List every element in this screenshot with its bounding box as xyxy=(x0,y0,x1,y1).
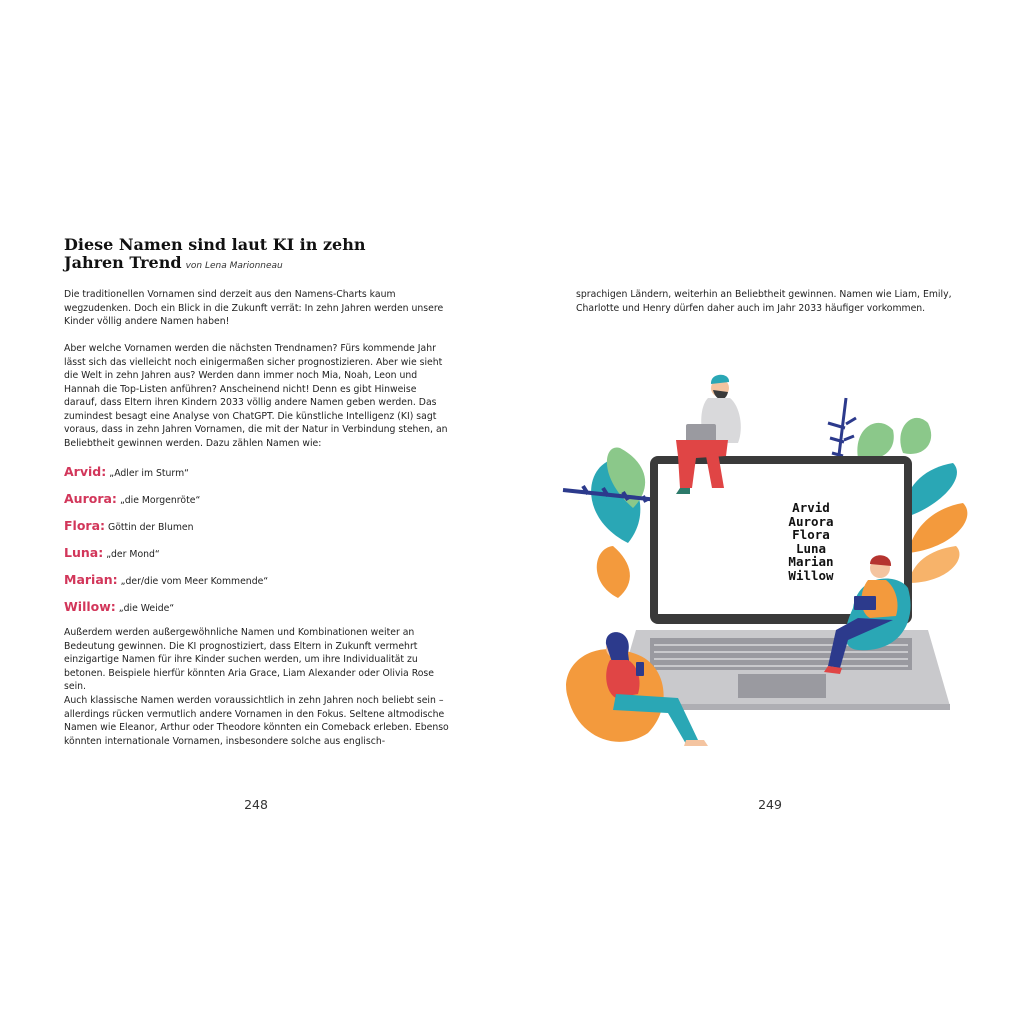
leaf-orange-left-icon xyxy=(597,546,630,598)
leaf-green-top-icon xyxy=(857,423,893,459)
title-line-2: Jahren Trend xyxy=(64,253,182,272)
leaf-green-right-icon xyxy=(900,418,931,454)
right-page xyxy=(512,0,1024,1024)
paragraph-intro: Die traditionellen Vornamen sind derzeit aus den Namens-Charts kaum wegzudenken. Doch ein Blick in die Zukunft verrät: In zehn Jahren werden unsere Kinder völlig andere Namen haben! xyxy=(64,289,444,327)
laptop-touchpad xyxy=(738,674,826,698)
paragraph-continuation: sprachigen Ländern, weiterhin an Beliebtheit gewinnen. Namen wie Liam, Emily, Charlotte und Henry dürfen daher auch im Jahr 2033 häufiger vorkommen. xyxy=(576,289,952,314)
screen-name-list xyxy=(741,501,881,583)
page-number-left: 248 xyxy=(244,797,268,812)
name-item-luna: Luna: „der Mond“ xyxy=(64,545,160,560)
screen-name-arvid: Arvid xyxy=(792,500,830,515)
article-title xyxy=(64,236,484,275)
leaf-navy-top-icon xyxy=(828,398,856,463)
screen-name-luna: Luna xyxy=(795,540,827,556)
laptop-illustration xyxy=(558,368,978,752)
page-number-right: 249 xyxy=(758,797,782,812)
screen-name-marian: Marian xyxy=(788,554,834,570)
screen-name-aurora: Aurora xyxy=(788,513,834,529)
name-item-aurora: Aurora: „die Morgenröte“ xyxy=(64,491,201,506)
name-item-marian: Marian: „der/die vom Meer Kommende“ xyxy=(64,572,269,587)
name-list xyxy=(64,461,444,623)
name-item-flora: Flora: Göttin der Blumen xyxy=(64,518,194,533)
name-item-willow: Willow: „die Weide“ xyxy=(64,599,175,614)
byline: von Lena Marionneau xyxy=(185,261,283,271)
name-item-arvid: Arvid: „Adler im Sturm“ xyxy=(64,464,189,479)
paragraph-trend-question: Aber welche Vornamen werden die nächsten Trendnamen? Fürs kommende Jahr lässt sich das vielleicht noch einigermaßen sicher prognostizieren. Aber wie sieht die Welt in zehn Jahren aus? Werden dann immer noch Mia, Noah, Leon und Hannah die Top-Listen anführen? Anscheinend nicht! Denn es gibt Hinweise darauf, dass Eltern ihren Kindern 2033 völlig andere Namen geben werden. Das zumindest besagt eine Analyse von ChatGPT. Die künstliche Intelligenz (KI) sagt voraus, dass in zehn Jahren Vornamen, die mit der Natur in Verbindung stehen, an Beliebtheit gewinnen werden. Dazu zählen Namen wie: xyxy=(64,343,448,449)
screen-name-flora: Flora xyxy=(792,527,830,543)
paragraph-unusual-names: Außerdem werden außergewöhnliche Namen und Kombinationen weiter an Bedeutung gewinnen. Die KI prognostiziert, dass Eltern in Zukunft vermehrt einzigartige Namen für ihre Kinder suchen werden, um ihre Individualität zu betonen. Beispiele hierfür könnten Aria Grace, Liam Alexander oder Olivia Rose sein. xyxy=(64,627,434,692)
screen-name-willow: Willow xyxy=(788,567,834,583)
paragraph-classic-names: Auch klassische Namen werden voraussichtlich in zehn Jahren noch beliebt sein – allerdings rücken vermutlich andere Vornamen in den Fokus. Seltene altmodische Namen wie Eleanor, Arthur oder Theodore könnten ein Comeback erleben. Ebenso könnten internationale Vornamen, insbesondere solche aus englisch- xyxy=(64,695,449,747)
title-line-1: Diese Namen sind laut KI in zehn xyxy=(64,235,366,254)
